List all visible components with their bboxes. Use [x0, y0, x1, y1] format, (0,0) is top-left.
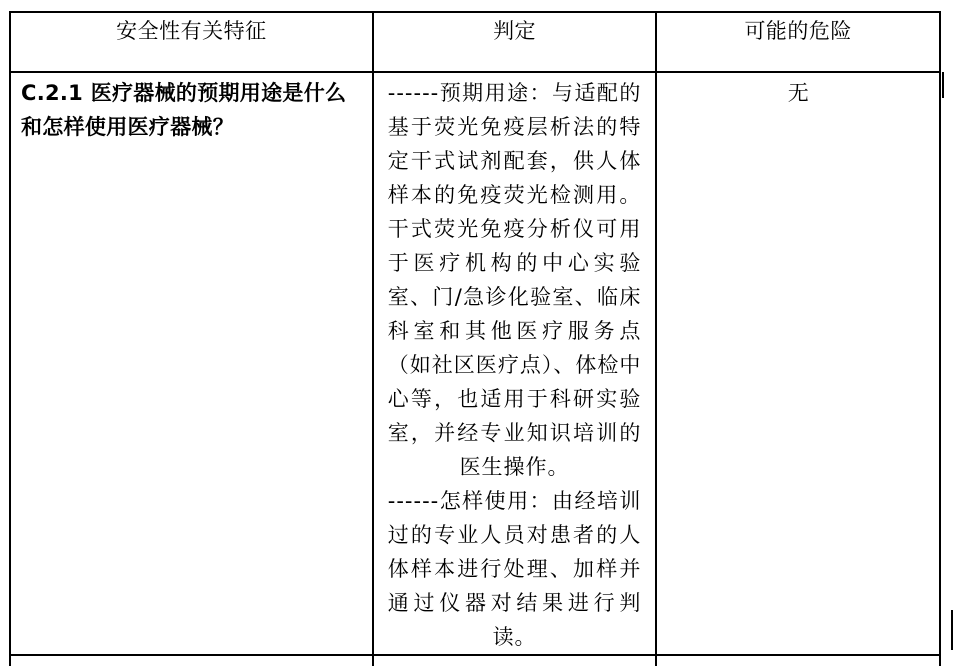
header-hazard-label: 可能的危险 — [744, 19, 852, 43]
edge-mark-top — [942, 72, 944, 98]
partial-cell-1 — [10, 655, 373, 666]
table-row — [10, 72, 940, 655]
table-header-row — [10, 12, 940, 72]
edge-mark-bottom — [951, 610, 953, 650]
header-cell-feature — [10, 12, 373, 72]
feature-text: C.2.1 医疗器械的预期用途是什么和怎样使用医疗器械？ — [21, 81, 347, 139]
hazard-cell — [656, 72, 940, 655]
risk-analysis-table — [9, 11, 941, 666]
judgement-paragraph-intended-use: ------预期用途：与适配的基于荧光免疫层析法的特定干式试剂配套，供人体样本的免疫荧光检测用。干式荧光免疫分析仪可用于医疗机构的中心实验室、门/急诊化验室、临床科室和其他医疗服务点（如社区医疗点）、体检中心等，也适用于科研实验室，并经专业知识培训的医生操作。 — [387, 81, 642, 479]
judgement-paragraph-how-to-use: ------怎样使用：由经培训过的专业人员对患者的人体样本进行处理、加样并通过仪器对结果进行判读。 — [387, 489, 642, 649]
partial-cell-2 — [373, 655, 657, 666]
partial-cell-3 — [656, 655, 940, 666]
judgement-cell — [373, 72, 657, 655]
header-cell-judgement — [373, 12, 657, 72]
header-cell-hazard — [656, 12, 940, 72]
hazard-text: 无 — [787, 81, 809, 105]
feature-cell — [10, 72, 373, 655]
header-feature-label: 安全性有关特征 — [116, 19, 267, 43]
header-judgement-label: 判定 — [493, 19, 537, 43]
table-row-partial — [10, 655, 940, 666]
